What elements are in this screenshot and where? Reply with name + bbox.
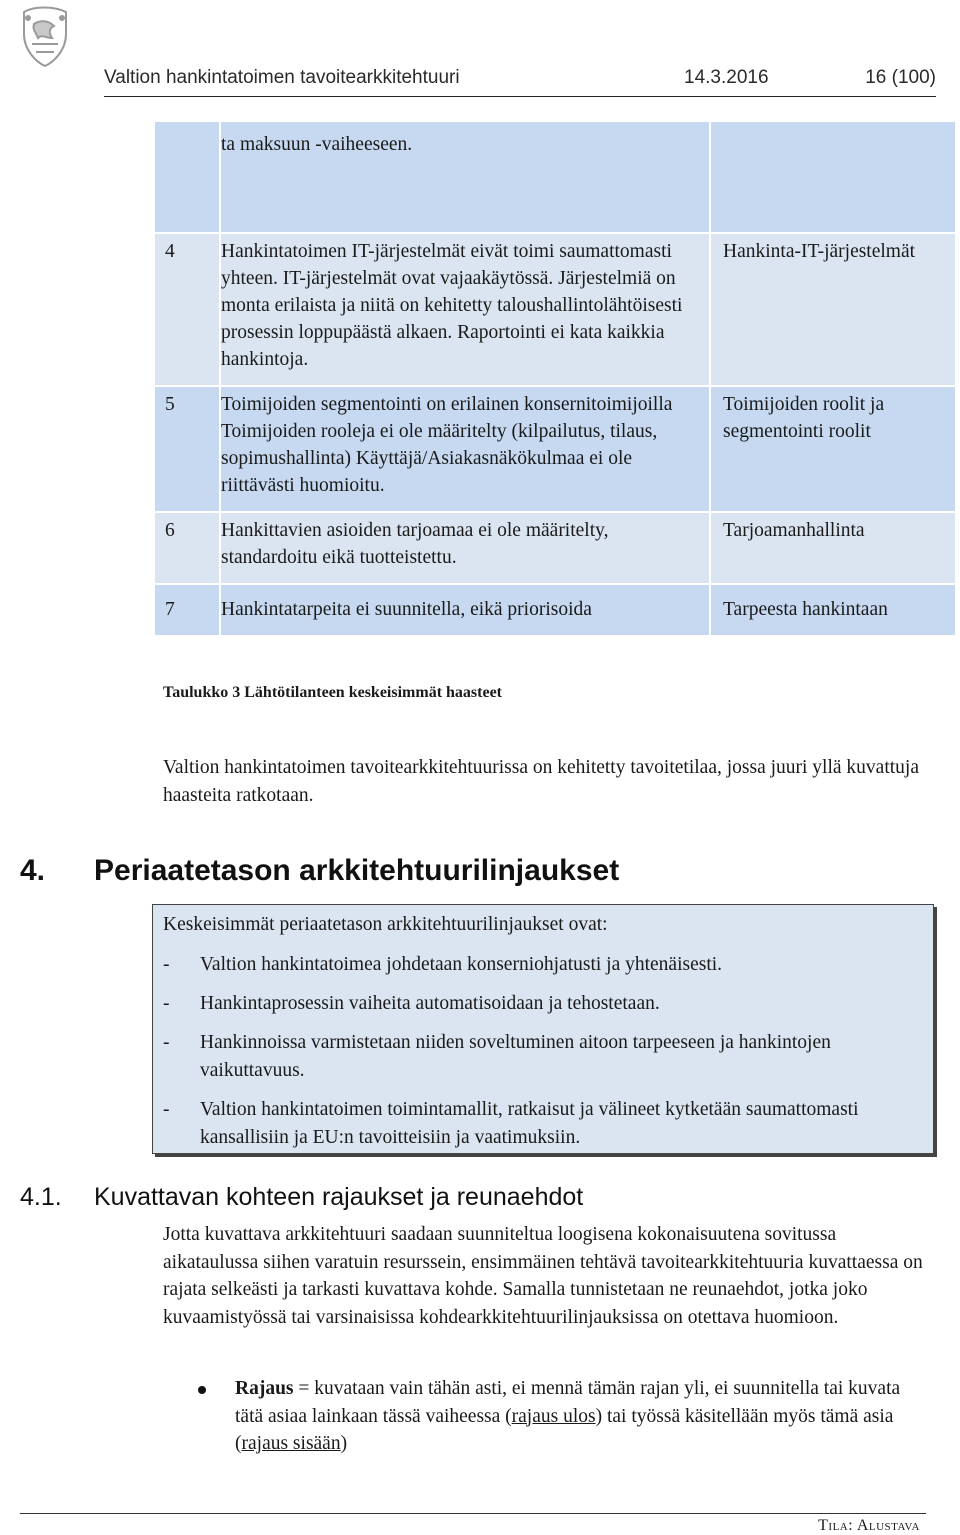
dash-marker: - — [163, 993, 170, 1014]
list-item-text: Valtion hankintatoimen toimintamallit, ratkaisut ja välineet kytketään saumattomasti kansallisiin ja EU:n tavoitteisiin ja vaatimuksiin. — [200, 1099, 859, 1148]
header-date: 14.3.2016 — [684, 67, 769, 88]
row-number: 6 — [154, 512, 220, 584]
row-description: ta maksuun -vaiheeseen. — [220, 121, 710, 233]
table-row — [154, 512, 956, 584]
table-row — [154, 121, 956, 233]
document-status: Tila: Alustava — [818, 1517, 920, 1534]
row-description: Toimijoiden segmentointi on erilainen konsernitoimijoilla Toimijoiden rooleja ei ole määritelty (kilpailutus, tilaus, sopimushallinta) Käyttäjä/Asiakasnäkökulmaa ei ole riittävästi huomioitu. — [220, 386, 710, 512]
page-header — [104, 64, 936, 97]
row-category — [710, 121, 956, 233]
row-category: Hankinta-IT-järjestelmät — [710, 233, 956, 386]
row-category: Tarpeesta hankintaan — [710, 584, 956, 636]
key-principles-box — [152, 904, 934, 1154]
table-row — [154, 233, 956, 386]
bullet-text: Rajaus = kuvataan vain tähän asti, ei mennä tämän rajan yli, ei suunnitella tai kuvata tätä asiaa lainkaan tässä vaiheessa (rajaus ulos) tai työssä käsitellään myös tämä asia (rajaus sisään) — [235, 1378, 901, 1454]
row-number: 4 — [154, 233, 220, 386]
bullet-icon — [198, 1386, 206, 1394]
government-lion-logo — [14, 4, 76, 70]
header-page-number: 16 (100) — [865, 67, 936, 88]
dash-marker: - — [163, 1032, 170, 1053]
subsection-number: 4.1. — [20, 1183, 62, 1211]
list-item — [163, 951, 903, 979]
principles-list — [163, 951, 903, 1163]
rajaus-sisaan-term: rajaus sisään — [241, 1433, 341, 1454]
challenges-table — [153, 120, 957, 637]
section-number: 4. — [20, 854, 46, 887]
subsection-paragraph: Jotta kuvattava arkkitehtuuri saadaan suunniteltua loogisena kokonaisuutena sovitussa aikataulussa siihen varatuin resurssein, ensimmäinen tehtävä tavoitearkkitehtuuria kuvattaessa on rajata selkeästi ja tarkasti kuvattava kohde. Samalla tunnistetaan ne reunaehdot, jotka joko kuvaamistyössä tai varsinaisissa kohdearkkitehtuurilinjauksissa on otettava huomioon. — [163, 1224, 923, 1328]
dash-marker: - — [163, 954, 170, 975]
subsection-title: Kuvattavan kohteen rajaukset ja reunaehdot — [94, 1183, 584, 1211]
list-item-text: Hankintaprosessin vaiheita automatisoidaan ja tehostetaan. — [200, 993, 660, 1014]
table-caption: Taulukko 3 Lähtötilanteen keskeisimmät haasteet — [163, 684, 502, 701]
table-row — [154, 386, 956, 512]
dash-marker: - — [163, 1099, 170, 1120]
intro-paragraph: Valtion hankintatoimen tavoitearkkitehtuurissa on kehitetty tavoitetilaa, jossa juuri yllä kuvattuja haasteita ratkotaan. — [163, 757, 919, 806]
list-item — [163, 1096, 903, 1152]
header-title: Valtion hankintatoimen tavoitearkkitehtuuri — [104, 67, 460, 88]
section-title: Periaatetason arkkitehtuurilinjaukset — [94, 854, 620, 887]
row-number: 5 — [154, 386, 220, 512]
rajaus-ulos-term: rajaus ulos — [511, 1405, 596, 1427]
list-item-text: Hankinnoissa varmistetaan niiden soveltuminen aitoon tarpeeseen ja hankintojen vaikuttavuus. — [200, 1032, 831, 1081]
table-row — [154, 584, 956, 636]
list-item-text: Valtion hankintatoimea johdetaan konserniohjatusti ja yhtenäisesti. — [200, 954, 723, 975]
row-number — [154, 121, 220, 233]
row-category: Tarjoamanhallinta — [710, 512, 956, 584]
row-description: Hankintatoimen IT-järjestelmät eivät toimi saumattomasti yhteen. IT-järjestelmät ovat vajaakäytössä. Järjestelmiä on monta erilaista ja niitä on kehitetty taloushallintolähtöisesti prosessin loppupäästä alkaen. Raportointi ei kata kaikkia hankintoja. — [220, 233, 710, 386]
bullet-term: Rajaus — [235, 1378, 294, 1399]
footer-divider — [20, 1513, 926, 1514]
row-description: Hankintatarpeita ei suunnitella, eikä priorisoida — [220, 584, 710, 636]
list-item — [163, 1029, 903, 1085]
row-category: Toimijoiden roolit ja segmentointi roolit — [710, 386, 956, 512]
box-title: Keskeisimmät periaatetason arkkitehtuurilinjaukset ovat: — [163, 914, 608, 935]
row-number: 7 — [154, 584, 220, 636]
row-description: Hankittavien asioiden tarjoamaa ei ole määritelty, standardoitu eikä tuotteistettu. — [220, 512, 710, 584]
list-item — [163, 990, 903, 1018]
